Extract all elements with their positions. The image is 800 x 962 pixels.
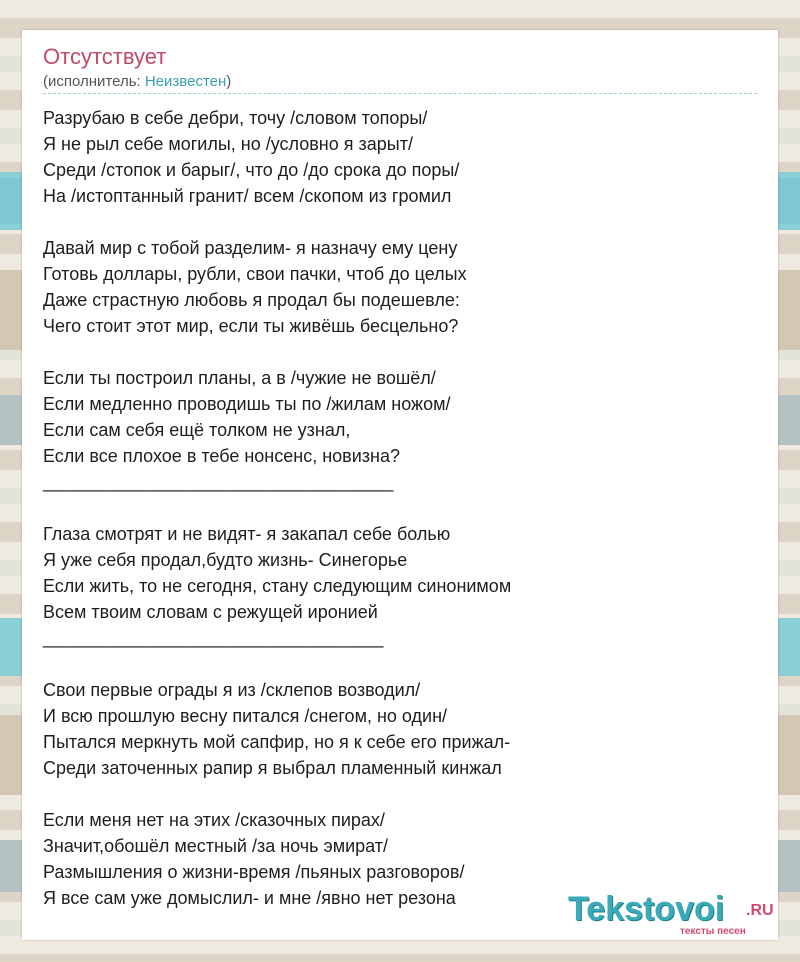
lyric-line: Если меня нет на этих /сказочных пирах/ [43,810,385,830]
artist-info [43,73,231,90]
lyric-line: ___________________________________ [43,472,394,492]
artist-suffix: ) [226,73,232,90]
lyric-line: Среди /стопок и барыг/, что до /до срока до поры/ [43,160,460,180]
logo-tld: .RU [746,902,774,919]
lyrics-card [22,30,778,940]
lyric-line: Пытался меркнуть мой сапфир, но я к себе его прижал- [43,732,511,752]
lyric-line: Глаза смотрят и не видят- я закапал себе болью [43,524,451,544]
lyric-line: Чего стоит этот мир, если ты живёшь бесцельно? [43,316,459,336]
lyric-line: Готовь доллары, рубли, свои пачки, чтоб до целых [43,264,467,284]
lyric-line: Если жить, то не сегодня, стану следующим синонимом [43,576,512,596]
stanza-break [43,651,763,677]
lyric-line: И всю прошлую весну питался /снегом, но один/ [43,706,448,726]
lyric-line: __________________________________ [43,628,384,648]
lyric-line: Если медленно проводишь ты по /жилам ножом/ [43,394,451,414]
logo-wordmark: Tekstovoi [568,890,725,928]
lyric-line: Я все сам уже домыслил- и мне /явно нет резона [43,888,456,908]
song-title: Отсутствует [43,44,167,69]
logo-tagline: тексты песен [680,926,746,937]
lyric-line: Разрубаю в себе дебри, точу /словом топоры/ [43,108,428,128]
site-logo[interactable] [568,890,778,938]
title-divider [43,93,757,94]
artist-prefix: (исполнитель: [43,73,145,90]
lyric-line: Если все плохое в тебе нонсенс, новизна? [43,446,400,466]
stanza-break [43,209,763,235]
lyric-line: Я не рыл себе могилы, но /условно я зарыт/ [43,134,413,154]
lyric-line: Значит,обошёл местный /за ночь эмират/ [43,836,389,856]
lyric-line: Я уже себя продал,будто жизнь- Синегорье [43,550,408,570]
artist-link[interactable]: Неизвестен [144,73,227,90]
stanza-break [43,781,763,807]
lyric-line: Всем твоим словам с режущей иронией [43,602,378,622]
lyric-line: Размышления о жизни-время /пьяных разговоров/ [43,862,465,882]
lyric-line: Среди заточенных рапир я выбрал пламенный кинжал [43,758,502,778]
lyric-line: Если ты построил планы, а в /чужие не вошёл/ [43,368,436,388]
lyric-line: Давай мир с тобой разделим- я назначу ему цену [43,238,458,258]
stanza-break [43,495,763,521]
lyrics-text [43,105,763,911]
lyric-line: Свои первые ограды я из /склепов возводил/ [43,680,421,700]
lyric-line: Даже страстную любовь я продал бы подешевле: [43,290,460,310]
lyric-line: На /истоптанный гранит/ всем /скопом из громил [43,186,452,206]
lyric-line: Если сам себя ещё толком не узнал, [43,420,351,440]
stanza-break [43,339,763,365]
